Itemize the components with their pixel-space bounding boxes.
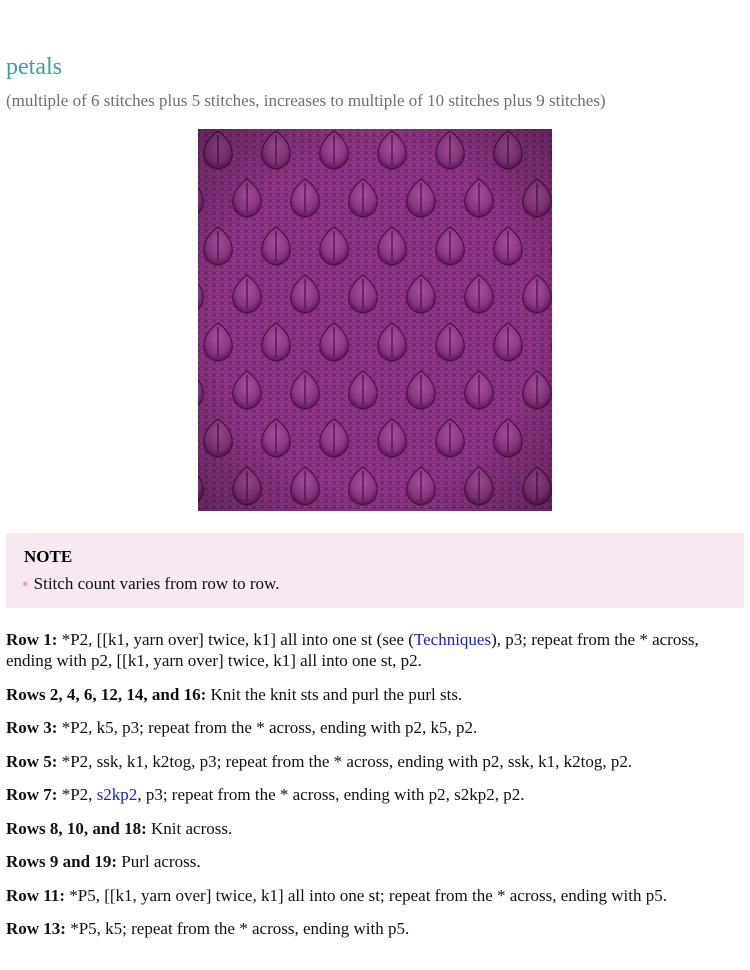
instruction-row <box>6 851 746 872</box>
row-label: Row 11: <box>6 885 66 905</box>
knitted-swatch-photo <box>198 129 552 511</box>
row-label: Rows 2, 4, 6, 12, 14, and 16: <box>6 684 207 704</box>
row-text: *P2, ssk, k1, k2tog, p3; repeat from the * across, ending with p2, ssk, k1, k2tog, p2. <box>61 751 633 771</box>
row-text: *P5, [[k1, yarn over] twice, k1] all into one st; repeat from the * across, ending with p5. <box>69 885 667 905</box>
row-text: Knit the knit sts and purl the purl sts. <box>210 684 463 704</box>
stitch-multiple-note: (multiple of 6 stitches plus 5 stitches, increases to multiple of 10 stitches plus 9 stitches) <box>6 91 606 110</box>
row-label: Row 13: <box>6 919 66 938</box>
row-text: *P2, [[k1, yarn over] twice, k1] all into one st (see ( <box>61 630 414 649</box>
note-item <box>22 574 279 594</box>
instruction-row <box>6 717 746 738</box>
instruction-row <box>6 885 746 906</box>
instruction-row <box>6 684 746 705</box>
instruction-row <box>6 751 746 772</box>
techniques-link[interactable]: Techniques <box>413 630 492 649</box>
row-text: *P2, <box>61 785 97 804</box>
row-text: , p3; repeat from the * across, ending with p2, s2kp2, p2. <box>137 785 525 804</box>
row-label: Row 1: <box>6 630 58 649</box>
note-item-text: Stitch count varies from row to row. <box>33 574 280 593</box>
row-label: Rows 8, 10, and 18: <box>6 818 147 838</box>
instruction-row <box>6 918 746 939</box>
instruction-row <box>6 784 746 805</box>
instruction-row <box>6 818 746 839</box>
s2kp2-link[interactable]: s2kp2 <box>96 785 138 804</box>
pattern-title: petals <box>6 54 62 80</box>
row-text: Purl across. <box>121 852 201 871</box>
pattern-instructions <box>6 629 746 952</box>
note-box <box>6 533 744 608</box>
instruction-row <box>6 629 746 671</box>
row-label: Row 7: <box>6 785 58 804</box>
row-label: Row 3: <box>6 718 58 737</box>
row-text: *P2, k5, p3; repeat from the * across, ending with p2, k5, p2. <box>61 718 478 737</box>
bullet-icon: ● <box>22 578 29 590</box>
row-text: *P5, k5; repeat from the * across, ending with p5. <box>70 919 410 938</box>
row-text: Knit across. <box>151 818 233 838</box>
note-heading: NOTE <box>24 547 73 566</box>
row-text: ), p3; repeat from the * across, ending with p2, [[k1, yarn over] twice, k1] all into one st, p2. <box>6 630 699 670</box>
row-label: Row 5: <box>6 751 58 771</box>
row-label: Rows 9 and 19: <box>6 852 117 871</box>
